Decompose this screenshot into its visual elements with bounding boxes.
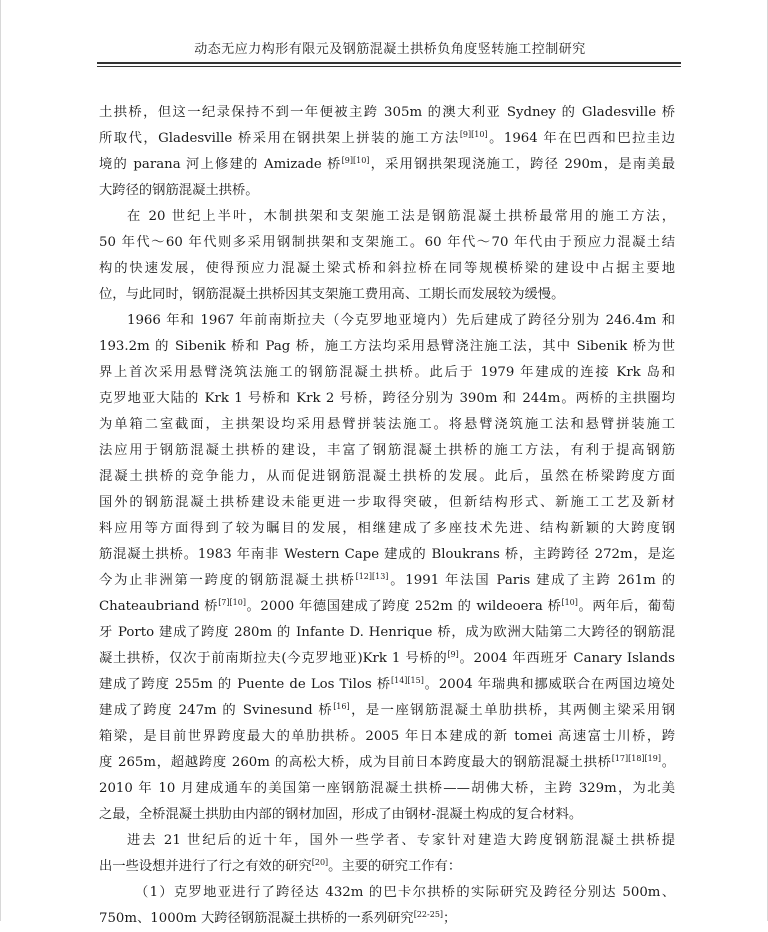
text-segment: 。1991 年法国 Paris 建成了主跨 261m 的 bbox=[388, 573, 675, 588]
text-segment: 凝土拱桥，仅次于前南斯拉夫(今克罗地亚)Krk 1 号桥的 bbox=[99, 651, 448, 666]
text-line bbox=[99, 100, 675, 126]
citation-ref: [14][15] bbox=[390, 676, 424, 685]
text-segment: 。2000 年德国建成了跨度 252m 的 wildeoera 桥 bbox=[245, 599, 562, 614]
text-segment: 今为止非洲第一跨度的钢筋混凝土拱桥 bbox=[99, 573, 356, 588]
text-segment: 出一些设想并进行了行之有效的研究 bbox=[99, 859, 312, 874]
text-segment: 度 265m，超越跨度 260m 的高松大桥，成为目前日本跨度最大的钢筋混凝土拱桥 bbox=[99, 755, 612, 770]
text-segment: 牙 Porto 建成了跨度 280m 的 Infante D. Henrique 桥，成为欧洲大陆第二大跨径的钢筋混 bbox=[99, 625, 675, 640]
text-line bbox=[99, 854, 675, 880]
text-line bbox=[99, 542, 675, 568]
header-rule-thin bbox=[97, 66, 681, 67]
text-segment: 土拱桥，但这一纪录保持不到一年便被主跨 305m 的澳大利亚 Sydney 的 Gladesville 桥 bbox=[99, 105, 675, 120]
text-segment: 界上首次采用悬臂浇筑法施工的钢筋混凝土拱桥。此后于 1979 年建成的连接 Krk 岛和 bbox=[99, 365, 675, 380]
running-header: 动态无应力构形有限元及钢筋混凝土拱桥负角度竖转施工控制研究 bbox=[194, 42, 586, 57]
citation-ref: [10] bbox=[561, 598, 578, 607]
text-segment: 。主要的研究工作有： bbox=[328, 859, 462, 874]
text-line bbox=[99, 152, 675, 178]
text-segment: 国外的钢筋混凝土拱桥建设未能更进一步取得突破，但新结构形式、新施工工艺及新材 bbox=[99, 495, 675, 510]
text-line bbox=[99, 178, 675, 204]
body-text bbox=[99, 100, 675, 932]
text-line bbox=[99, 360, 675, 386]
text-line bbox=[99, 386, 675, 412]
text-line bbox=[99, 672, 675, 698]
text-line bbox=[99, 126, 675, 152]
text-line bbox=[99, 750, 675, 776]
text-segment: 。2004 年瑞典和挪威联合在两国边境处 bbox=[423, 677, 675, 692]
text-segment: 境的 parana 河上修建的 Amizade 桥 bbox=[99, 157, 342, 172]
header-rule bbox=[97, 62, 681, 64]
text-segment: 。1964 年在巴西和巴拉圭边 bbox=[487, 131, 675, 146]
text-line bbox=[99, 412, 675, 438]
text-line bbox=[99, 282, 675, 308]
citation-ref: [7][10] bbox=[218, 598, 246, 607]
text-segment: 建成了跨度 255m 的 Puente de Los Tilos 桥 bbox=[99, 677, 391, 692]
text-segment: ，采用钢拱架现浇施工，跨径 290m，是南美最 bbox=[369, 157, 675, 172]
text-line bbox=[99, 464, 675, 490]
text-segment: ，是一座钢筋混凝土单肋拱桥，其两侧主梁采用钢 bbox=[349, 703, 675, 718]
citation-ref: [20] bbox=[311, 858, 329, 867]
text-segment: 。2004 年西班牙 Canary Islands bbox=[458, 651, 675, 666]
citation-ref: [16] bbox=[333, 702, 350, 711]
text-segment: 法应用于钢筋混凝土拱桥的建设，丰富了钢筋混凝土拱桥的施工方法，有利于提高钢筋 bbox=[99, 443, 675, 458]
text-line bbox=[99, 490, 675, 516]
text-line bbox=[99, 594, 675, 620]
text-segment: 箱梁，是目前世界跨度最大的单肋拱桥。2005 年日本建成的新 tomei 高速富士川桥，跨 bbox=[99, 729, 675, 744]
text-line bbox=[99, 204, 675, 230]
text-segment: 193.2m 的 Sibenik 桥和 Pag 桥，施工方法均采用悬臂浇注施工法，其中 Sibenik 桥为世 bbox=[99, 339, 675, 354]
text-segment: 筋混凝土拱桥。1983 年南非 Western Cape 建成的 Bloukrans 桥，主跨跨径 272m，是迄 bbox=[99, 547, 675, 562]
text-segment: 料应用等方面得到了较为瞩目的发展，相继建成了多座技术先进、结构新颖的大跨度钢 bbox=[99, 521, 675, 536]
text-segment: 750m、1000m 大跨径钢筋混凝土拱桥的一系列研究 bbox=[99, 911, 414, 926]
citation-ref: [9] bbox=[447, 650, 459, 659]
citation-ref: [22-25] bbox=[413, 910, 444, 919]
text-line bbox=[99, 516, 675, 542]
text-line bbox=[99, 230, 675, 256]
text-segment: ； bbox=[443, 911, 457, 926]
text-segment: （1）克罗地亚进行了跨径达 432m 的巴卡尔拱桥的实际研究及跨径分别达 500m、 bbox=[135, 885, 675, 900]
text-line bbox=[99, 438, 675, 464]
text-line bbox=[99, 698, 675, 724]
text-segment: 所取代，Gladesville 桥采用在钢拱架上拼装的施工方法 bbox=[99, 131, 460, 146]
text-line bbox=[99, 646, 675, 672]
text-line bbox=[99, 828, 675, 854]
text-line bbox=[99, 334, 675, 360]
citation-ref: [17][18][19] bbox=[611, 754, 661, 763]
text-segment: 1966 年和 1967 年前南斯拉夫（今克罗地亚境内）先后建成了跨径分别为 246.4m 和 bbox=[127, 313, 675, 328]
text-segment: 克罗地亚大陆的 Krk 1 号桥和 Krk 2 号桥，跨径分别为 390m 和 244m。两桥的主拱圈均 bbox=[99, 391, 675, 406]
text-line bbox=[99, 568, 675, 594]
text-segment: 50 年代～60 年代则多采用钢制拱架和支架施工。60 年代～70 年代由于预应力混凝土结 bbox=[99, 235, 675, 250]
text-line bbox=[99, 256, 675, 282]
text-line bbox=[99, 776, 675, 802]
text-segment: 。两年后，葡萄 bbox=[577, 599, 675, 614]
citation-ref: [9][10] bbox=[459, 130, 488, 139]
text-segment: 在 20 世纪上半叶，木制拱架和支架施工法是钢筋混凝土拱桥最常用的施工方法， bbox=[127, 209, 675, 224]
text-segment: 混凝土拱桥的竞争能力，从而促进钢筋混凝土拱桥的发展。此后，虽然在桥梁跨度方面 bbox=[99, 469, 675, 484]
text-line bbox=[99, 724, 675, 750]
text-segment: 构的快速发展，使得预应力混凝土梁式桥和斜拉桥在同等规模桥梁的建设中占据主要地 bbox=[99, 261, 675, 276]
text-segment: 大跨径的钢筋混凝土拱桥。 bbox=[99, 183, 259, 198]
text-segment: 。 bbox=[660, 755, 675, 770]
text-segment: 位，与此同时，钢筋混凝土拱桥因其支架施工费用高、工期长而发展较为缓慢。 bbox=[99, 287, 565, 302]
citation-ref: [9][10] bbox=[341, 156, 370, 165]
text-line bbox=[99, 906, 675, 932]
text-line bbox=[99, 802, 675, 828]
text-line bbox=[99, 880, 675, 906]
text-segment: 为单箱二室截面，主拱架设均采用悬臂拼装法施工。将悬臂浇筑施工法和悬臂拼装施工 bbox=[99, 417, 675, 432]
text-line bbox=[99, 308, 675, 334]
text-segment: Chateaubriand 桥 bbox=[99, 599, 219, 614]
text-segment: 进去 21 世纪后的近十年，国外一些学者、专家针对建造大跨度钢筋混凝土拱桥提 bbox=[127, 833, 675, 848]
citation-ref: [12][13] bbox=[355, 572, 389, 581]
text-line bbox=[99, 620, 675, 646]
text-segment: 建成了跨度 247m 的 Svinesund 桥 bbox=[99, 703, 334, 718]
text-segment: 之最，全桥混凝土拱肋由内部的钢材加固，形成了由钢材-混凝土构成的复合材料。 bbox=[99, 807, 583, 822]
text-segment: 2010 年 10 月建成通车的美国第一座钢筋混凝土拱桥——胡佛大桥，主跨 329m，为北美 bbox=[99, 781, 675, 796]
